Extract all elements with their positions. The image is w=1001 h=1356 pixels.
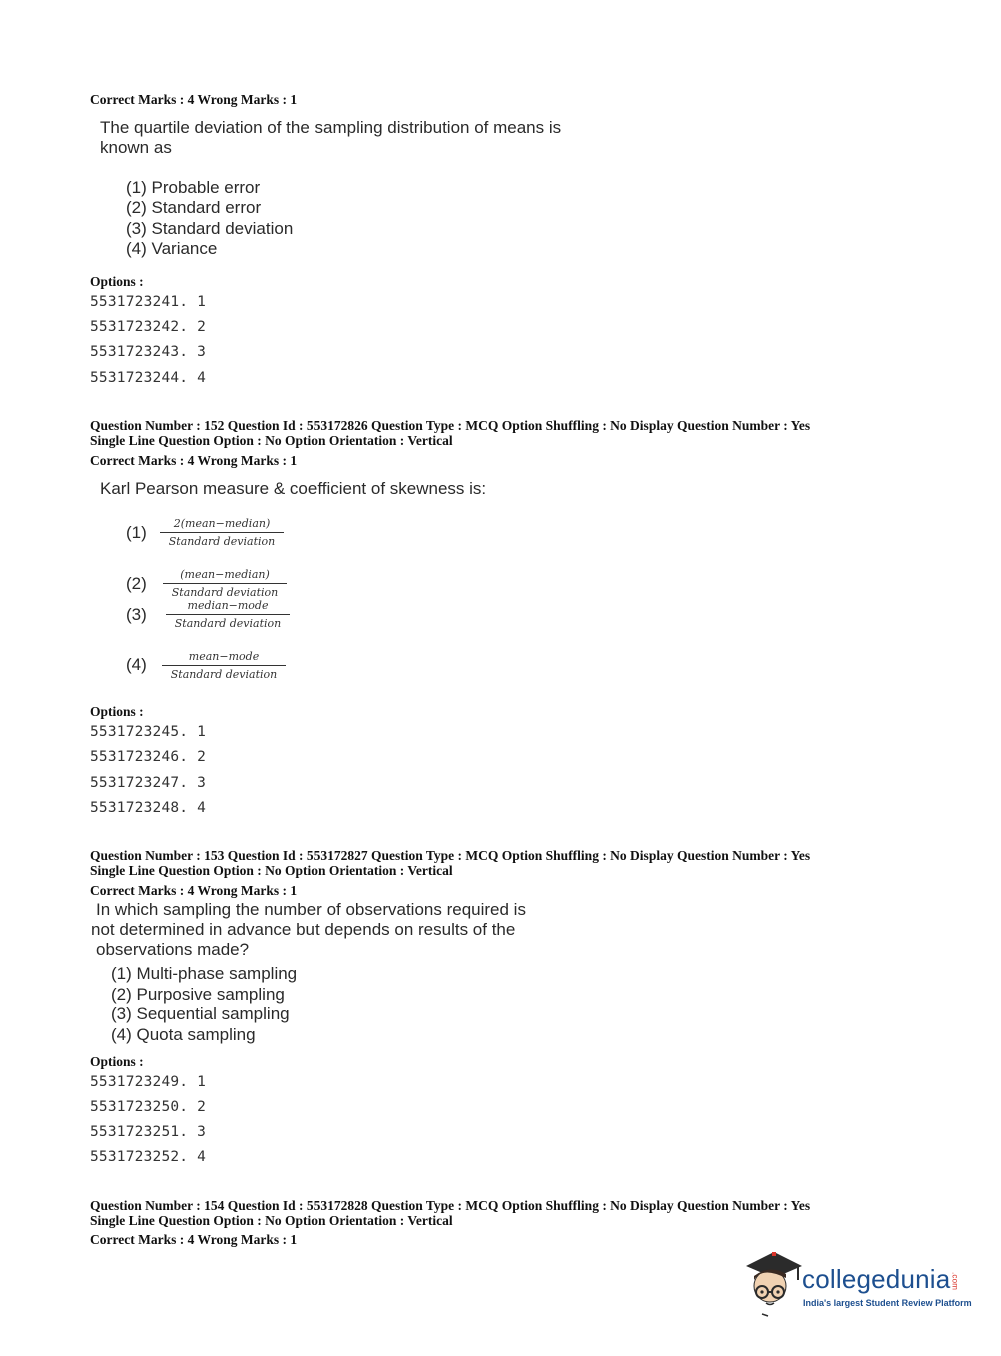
q151-choice-1: (1) Probable error xyxy=(126,178,261,197)
q153-option-1: 5531723249. 1 xyxy=(90,1074,207,1090)
logo-tagline: India's largest Student Review Platform xyxy=(803,1298,972,1308)
q153-marks: Correct Marks : 4 Wrong Marks : 1 xyxy=(90,883,298,898)
q153-choice-1: (1) Multi-phase sampling xyxy=(111,964,298,983)
q151-option-4: 5531723244. 4 xyxy=(90,370,207,386)
q153-meta-line2: Single Line Question Option : No Option Orientation : Vertical xyxy=(90,863,453,878)
q152-marks: Correct Marks : 4 Wrong Marks : 1 xyxy=(90,453,298,468)
q151-option-1: 5531723241. 1 xyxy=(90,294,207,310)
q153-choice-3: (3) Sequential sampling xyxy=(111,1004,290,1023)
q151-question-line2: known as xyxy=(100,138,172,157)
q151-marks: Correct Marks : 4 Wrong Marks : 1 xyxy=(90,92,298,107)
q152-meta-line2: Single Line Question Option : No Option Orientation : Vertical xyxy=(90,433,453,448)
q152-options-label: Options : xyxy=(90,704,144,719)
q152-choice-2-label: (2) xyxy=(126,574,147,593)
q151-choice-4: (4) Variance xyxy=(126,239,218,258)
q153-question-line3: observations made? xyxy=(96,940,250,959)
q152-option-2: 5531723246. 2 xyxy=(90,749,207,765)
q153-choice-4: (4) Quota sampling xyxy=(111,1025,256,1044)
mascot-icon xyxy=(742,1248,804,1318)
q152-choice-2-numerator: (mean−median) xyxy=(163,568,287,584)
q152-choice-1-denominator: Standard deviation xyxy=(168,535,276,548)
q152-choice-2-denominator: Standard deviation xyxy=(171,586,279,599)
q153-meta-line1: Question Number : 153 Question Id : 553172827 Question Type : MCQ Option Shuffling : No Display Question Number : Yes xyxy=(90,848,811,863)
q152-choice-1-numerator: 2(mean−median) xyxy=(160,517,284,533)
q152-choice-3-label: (3) xyxy=(126,605,147,624)
q151-question-line1: The quartile deviation of the sampling distribution of means is xyxy=(100,118,562,137)
q153-option-3: 5531723251. 3 xyxy=(90,1124,207,1140)
logo-wordmark xyxy=(802,1264,959,1295)
q152-choice-4-denominator: Standard deviation xyxy=(170,668,278,681)
q152-choice-4-fraction xyxy=(162,650,286,681)
logo-suffix: .com xyxy=(950,1272,960,1291)
q151-option-3: 5531723243. 3 xyxy=(90,344,207,360)
q152-choice-4-numerator: mean−mode xyxy=(162,650,286,666)
q152-choice-2-fraction xyxy=(163,568,287,599)
q152-meta-line1: Question Number : 152 Question Id : 553172826 Question Type : MCQ Option Shuffling : No Display Question Number : Yes xyxy=(90,418,811,433)
q152-option-4: 5531723248. 4 xyxy=(90,800,207,816)
q153-question-line2: not determined in advance but depends on results of the xyxy=(91,920,516,939)
q152-choice-1-label: (1) xyxy=(126,523,147,542)
q153-option-4: 5531723252. 4 xyxy=(90,1149,207,1165)
q152-choice-3-fraction xyxy=(166,599,290,630)
q152-option-3: 5531723247. 3 xyxy=(90,775,207,791)
q154-marks: Correct Marks : 4 Wrong Marks : 1 xyxy=(90,1232,298,1247)
collegedunia-logo xyxy=(742,1248,972,1318)
q153-choice-2: (2) Purposive sampling xyxy=(111,985,285,1004)
q151-choice-3: (3) Standard deviation xyxy=(126,219,294,238)
q152-option-1: 5531723245. 1 xyxy=(90,724,207,740)
q152-choice-3-numerator: median−mode xyxy=(166,599,290,615)
q151-choice-2: (2) Standard error xyxy=(126,198,262,217)
q151-option-2: 5531723242. 2 xyxy=(90,319,207,335)
q153-question-line1: In which sampling the number of observations required is xyxy=(96,900,526,919)
q152-choice-4-label: (4) xyxy=(126,655,147,674)
q154-meta-line1: Question Number : 154 Question Id : 553172828 Question Type : MCQ Option Shuffling : No Display Question Number : Yes xyxy=(90,1198,811,1213)
q153-options-label: Options : xyxy=(90,1054,144,1069)
q152-choice-3-denominator: Standard deviation xyxy=(174,617,282,630)
q151-options-label: Options : xyxy=(90,274,144,289)
q152-question: Karl Pearson measure & coefficient of skewness is: xyxy=(100,479,487,498)
q154-meta-line2: Single Line Question Option : No Option Orientation : Vertical xyxy=(90,1213,453,1228)
logo-brand: collegedunia xyxy=(802,1264,951,1294)
q152-choice-1-fraction xyxy=(160,517,284,548)
q153-option-2: 5531723250. 2 xyxy=(90,1099,207,1115)
